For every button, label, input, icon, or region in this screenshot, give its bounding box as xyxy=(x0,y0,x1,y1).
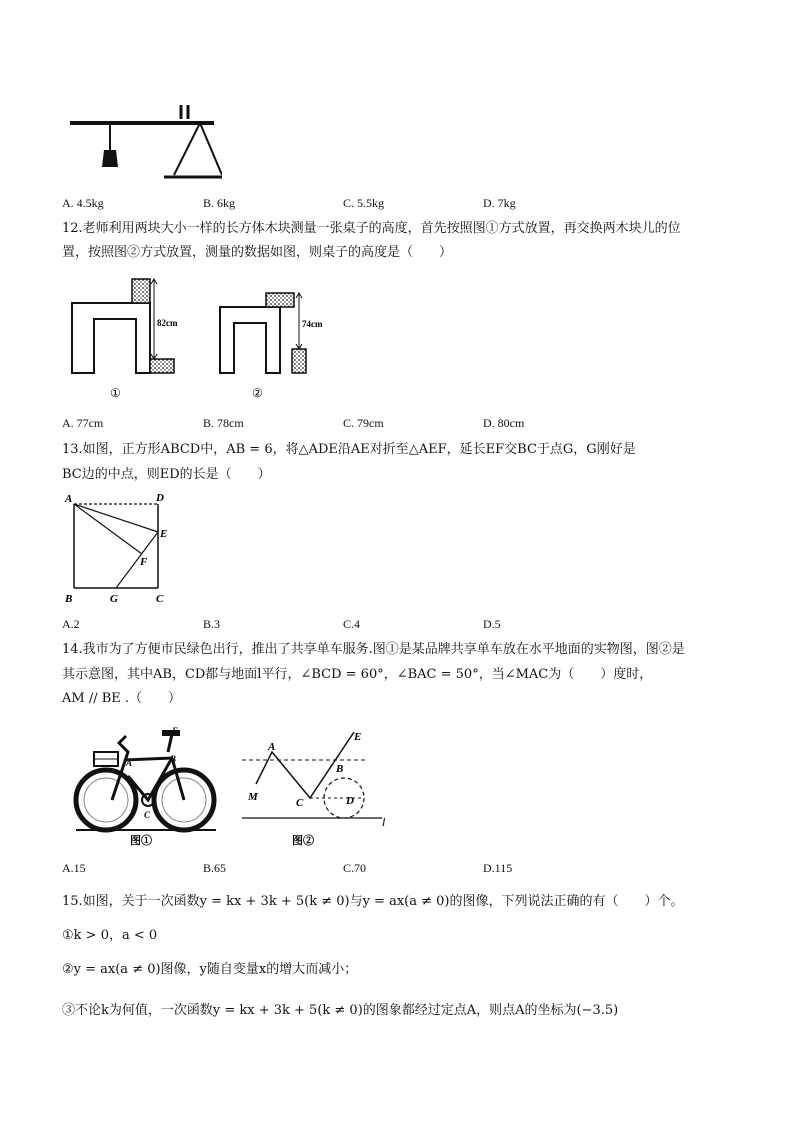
q11-option-c: C. 5.5kg xyxy=(343,196,385,210)
balance-figure xyxy=(62,95,222,187)
q11-option-b: B. 6kg xyxy=(203,196,236,210)
label-D2: D xyxy=(346,795,354,807)
q14-bicycle-figure xyxy=(68,722,218,847)
q14-fig1-caption: 图① xyxy=(130,835,152,847)
q14-option-d: D.115 xyxy=(483,861,513,875)
block-upright-2 xyxy=(292,349,306,373)
label-B: B xyxy=(65,593,73,605)
block-upright xyxy=(132,279,150,303)
front-wheel xyxy=(76,770,136,830)
q11-option-a: A. 4.5kg xyxy=(62,196,104,210)
q12-option-d: D. 80cm xyxy=(483,416,525,430)
q15-item2: ②y = ax(a ≠ 0)图像，y随自变量x的增大而减小； xyxy=(62,962,358,977)
q12-figures xyxy=(62,275,332,405)
q12-option-a: A. 77cm xyxy=(62,416,104,430)
hanging-weight xyxy=(102,150,118,167)
q13-option-d: D.5 xyxy=(483,617,501,631)
q14-option-a: A.15 xyxy=(62,861,86,875)
q11-option-d: D. 7kg xyxy=(483,196,516,210)
q13-text-line1: 13.如图，正方形ABCD中，AB = 6，将△ADE沿AE对折至△AEF，延长EF交BC于点G，G刚好是 xyxy=(62,442,636,457)
q13-option-c: C.4 xyxy=(343,617,361,631)
q12-fig1-measure: 82cm xyxy=(157,318,178,328)
q14-option-b: B.65 xyxy=(203,861,227,875)
svg-text:C: C xyxy=(144,810,151,820)
label-l: l xyxy=(382,815,386,829)
q14-schematic-figure xyxy=(232,722,392,847)
q13-option-b: B.3 xyxy=(203,617,221,631)
label-C2: C xyxy=(296,797,304,809)
q13-text-line2: BC边的中点，则ED的长是（ ） xyxy=(62,467,271,482)
q12-figure2 xyxy=(220,293,323,400)
q14-option-c: C.70 xyxy=(343,861,367,875)
label-B2: B xyxy=(336,763,344,775)
label-D: D xyxy=(156,492,164,504)
table-1 xyxy=(72,303,150,373)
q13-square-figure xyxy=(62,490,182,608)
q12-figure1 xyxy=(72,279,178,400)
q15-item1: ①k > 0，a < 0 xyxy=(62,928,158,943)
q14-text-line2: 其示意图，其中AB，CD都与地面l平行，∠BCD = 60°，∠BAC = 50°，当∠MAC为（ ）度时， xyxy=(62,667,653,682)
svg-text:E: E xyxy=(172,726,179,736)
label-G: G xyxy=(110,593,118,605)
label-C: C xyxy=(156,593,164,605)
q12-fig1-caption: ① xyxy=(110,386,121,400)
q12-text-line2: 置，按照图②方式放置，测量的数据如图，则桌子的高度是（ ） xyxy=(62,245,453,260)
q12-fig2-caption: ② xyxy=(252,386,263,400)
block-flat xyxy=(150,359,174,373)
svg-text:B: B xyxy=(170,754,177,764)
q14-text-line3: AM // BE .（ ） xyxy=(62,691,182,706)
fulcrum-right-leg xyxy=(200,123,222,175)
label-F: F xyxy=(140,556,148,568)
q12-text-line1: 12.老师利用两块大小一样的长方体木块测量一张桌子的高度，首先按照图①方式放置，再交换两木块儿的位 xyxy=(62,221,681,236)
label-M2: M xyxy=(248,791,258,803)
svg-text:M: M xyxy=(102,802,111,813)
label-E2: E xyxy=(354,731,362,743)
q12-fig2-measure: 74cm xyxy=(302,319,323,329)
q14-text-line1: 14.我市为了方便市民绿色出行，推出了共享单车服务.图①是某品牌共享单车放在水平地面的实物图，图②是 xyxy=(62,642,685,657)
label-A2: A xyxy=(268,741,276,753)
q12-option-b: B. 78cm xyxy=(203,416,244,430)
table-2 xyxy=(220,307,280,373)
fulcrum-left-leg xyxy=(174,123,200,175)
block-flat-2 xyxy=(266,293,294,307)
label-A: A xyxy=(65,493,73,505)
q13-option-a: A.2 xyxy=(62,617,80,631)
svg-text:D: D xyxy=(182,806,189,816)
svg-text:A: A xyxy=(126,758,133,768)
q15-item3: ③不论k为何值，一次函数y = kx + 3k + 5(k ≠ 0)的图象都经过定点A，则点A的坐标为(−3.5) xyxy=(62,1003,619,1018)
q15-text-line1: 15.如图，关于一次函数y = kx + 3k + 5(k ≠ 0)与y = ax(a ≠ 0)的图像，下列说法正确的有（ ）个。 xyxy=(62,894,684,909)
q14-fig2-caption: 图② xyxy=(292,835,314,847)
label-E: E xyxy=(160,528,168,540)
q12-option-c: C. 79cm xyxy=(343,416,384,430)
